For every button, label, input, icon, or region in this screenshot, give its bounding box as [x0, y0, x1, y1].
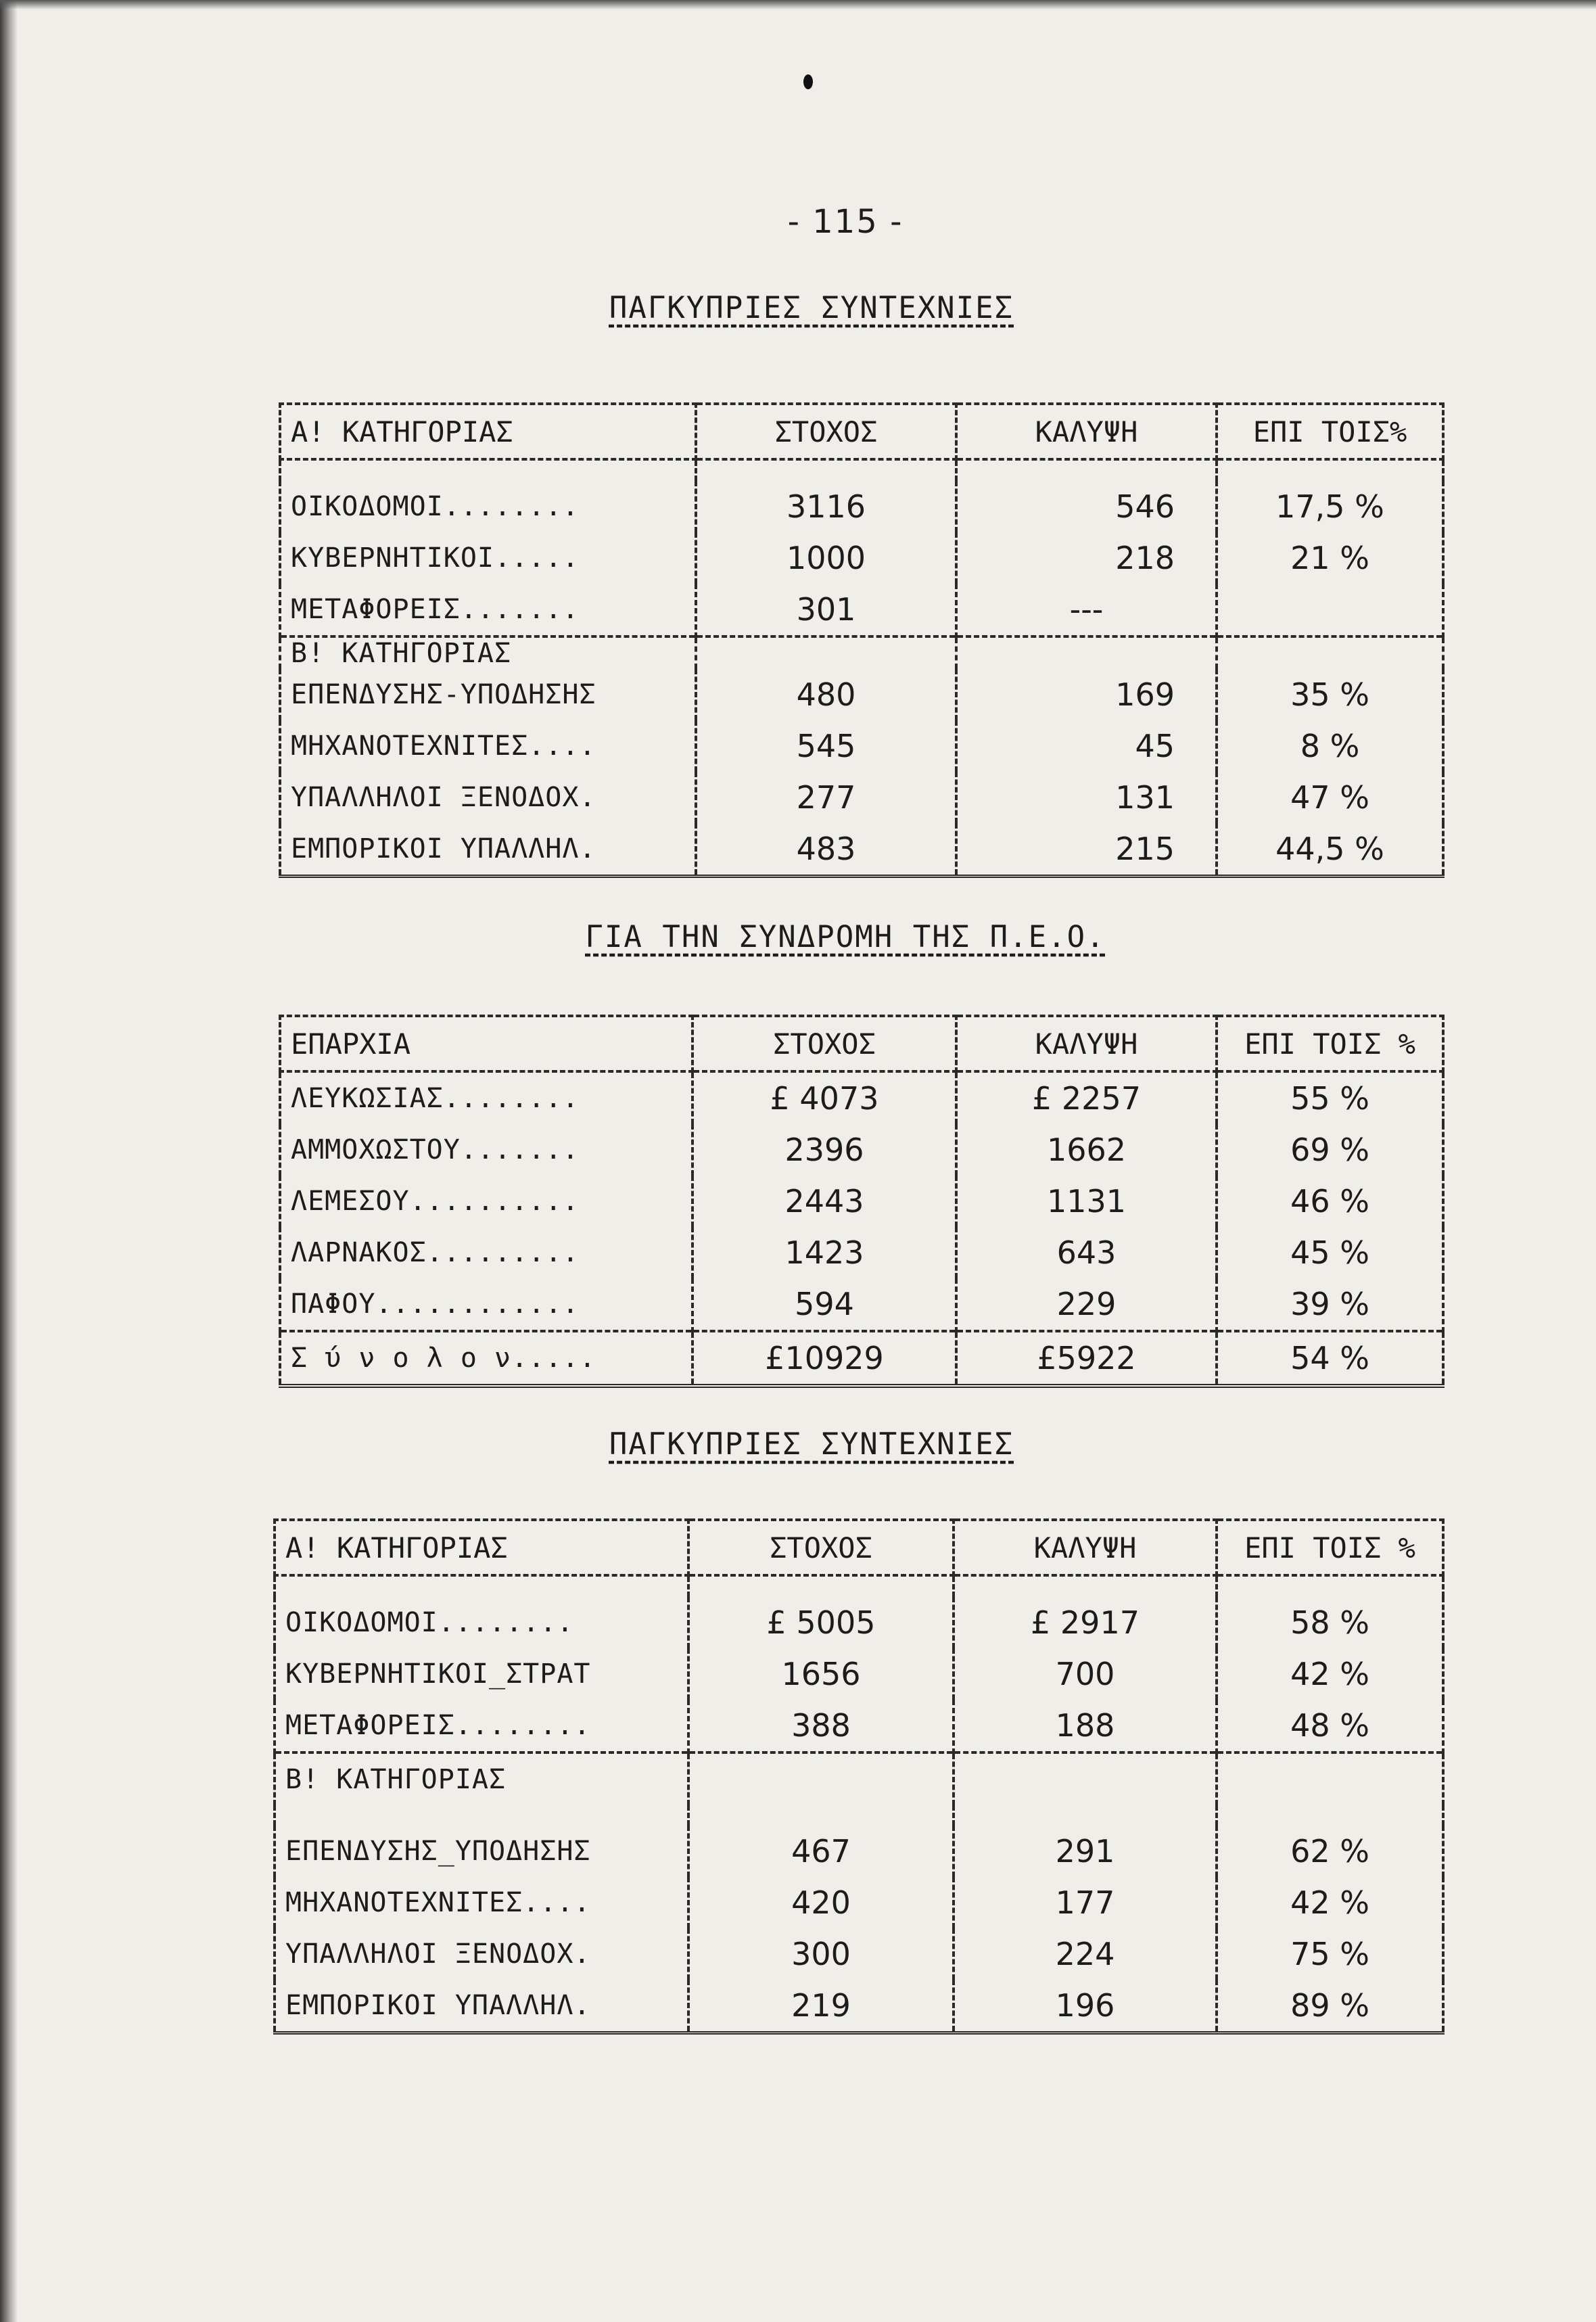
table1-subheader-row	[280, 636, 1443, 669]
table3-header-row	[275, 1520, 1443, 1575]
scan-top-shadow	[0, 0, 1596, 9]
table2-header-coverage: ΚΑΛΥΨΗ	[956, 1016, 1217, 1071]
table3-subheader: Β! ΚΑΤΗΓΟΡΙΑΣ	[275, 1752, 688, 1805]
table-row: ΑΜΜΟΧΩΣΤΟΥ....... 2396 1662 69 %	[280, 1124, 1443, 1176]
table-row: ΟΙΚΟΔΟΜΟΙ........ £ 5005 £ 2917 58 %	[275, 1597, 1443, 1648]
table-row: ΚΥΒΕΡΝΗΤΙΚΟΙ..... 1000 218 21 %	[280, 532, 1443, 584]
table-row: ΛΕΜΕΣΟΥ.......... 2443 1131 46 %	[280, 1176, 1443, 1227]
table1-header-percent: ΕΠΙ ΤΟΙΣ%	[1217, 404, 1443, 459]
table3-header-coverage: ΚΑΛΥΨΗ	[954, 1520, 1217, 1575]
table2-header-percent: ΕΠΙ ΤΟΙΣ %	[1217, 1016, 1443, 1071]
table1	[279, 402, 1445, 878]
table3-title: ΠΑΓΚΥΠΡΙΕΣ ΣΥΝΤΕΧΝΙΕΣ	[609, 1427, 1014, 1462]
page-number: - 115 -	[787, 203, 903, 241]
scan-edge-shadow	[0, 0, 18, 2322]
table-row: ΜΕΤΑΦΟΡΕΙΣ........ 388 188 48 %	[275, 1700, 1443, 1752]
table-row: ΠΑΦΟΥ............ 594 229 39 %	[280, 1278, 1443, 1331]
table2-header-district: ΕΠΑΡΧΙΑ	[280, 1016, 693, 1071]
table1-header-coverage: ΚΑΛΥΨΗ	[956, 404, 1217, 459]
table-row: ΜΗΧΑΝΟΤΕΧΝΙΤΕΣ.... 420 177 42 %	[275, 1877, 1443, 1928]
table-row: ΟΙΚΟΔΟΜΟΙ........ 3116 546 17,5 %	[280, 481, 1443, 532]
table-row: ΕΜΠΟΡΙΚΟΙ ΥΠΑΛΛΗΛ. 219 196 89 %	[275, 1980, 1443, 2033]
table-row: ΕΠΕΝΔΥΣΗΣ-ΥΠΟΔΗΣΗΣ 480 169 35 %	[280, 669, 1443, 720]
table-row: ΜΕΤΑΦΟΡΕΙΣ....... 301 ---	[280, 584, 1443, 636]
table1-header-row	[280, 404, 1443, 459]
table3-subheader-row	[275, 1752, 1443, 1805]
table-row: ΥΠΑΛΛΗΛΟΙ ΞΕΝΟΔΟΧ. 277 131 47 %	[280, 772, 1443, 823]
table-row: ΥΠΑΛΛΗΛΟΙ ΞΕΝΟΔΟΧ. 300 224 75 %	[275, 1928, 1443, 1980]
ink-blot	[803, 74, 813, 89]
table2-header-target: ΣΤΟΧΟΣ	[693, 1016, 956, 1071]
table3-header-category: Α! ΚΑΤΗΓΟΡΙΑΣ	[275, 1520, 688, 1575]
table2-header-row	[280, 1016, 1443, 1071]
table2-total-row: Σ ύ ν ο λ ο ν..... £10929 £5922 54 %	[280, 1331, 1443, 1386]
table1-title: ΠΑΓΚΥΠΡΙΕΣ ΣΥΝΤΕΧΝΙΕΣ	[609, 291, 1014, 325]
table-row: ΛΑΡΝΑΚΟΣ......... 1423 643 45 %	[280, 1227, 1443, 1278]
table1-header-target: ΣΤΟΧΟΣ	[696, 404, 956, 459]
table-row: ΕΠΕΝΔΥΣΗΣ_ΥΠΟΔΗΣΗΣ 467 291 62 %	[275, 1826, 1443, 1877]
table-row: ΛΕΥΚΩΣΙΑΣ........ £ 4073 £ 2257 55 %	[280, 1071, 1443, 1124]
table-row: ΕΜΠΟΡΙΚΟΙ ΥΠΑΛΛΗΛ. 483 215 44,5 %	[280, 823, 1443, 877]
table3-header-target: ΣΤΟΧΟΣ	[688, 1520, 954, 1575]
table3-header-percent: ΕΠΙ ΤΟΙΣ %	[1217, 1520, 1443, 1575]
table1-subheader: Β! ΚΑΤΗΓΟΡΙΑΣ	[280, 636, 696, 669]
table1-header-category: Α! ΚΑΤΗΓΟΡΙΑΣ	[280, 404, 696, 459]
table-row: ΚΥΒΕΡΝΗΤΙΚΟΙ_ΣΤΡΑΤ 1656 700 42 %	[275, 1648, 1443, 1700]
table2-title: ΓΙΑ ΤΗΝ ΣΥΝΔΡΟΜΗ ΤΗΣ Π.Ε.Ο.	[585, 920, 1106, 954]
table-row: ΜΗΧΑΝΟΤΕΧΝΙΤΕΣ.... 545 45 8 %	[280, 720, 1443, 772]
table3	[273, 1518, 1445, 2035]
table2	[279, 1015, 1445, 1388]
